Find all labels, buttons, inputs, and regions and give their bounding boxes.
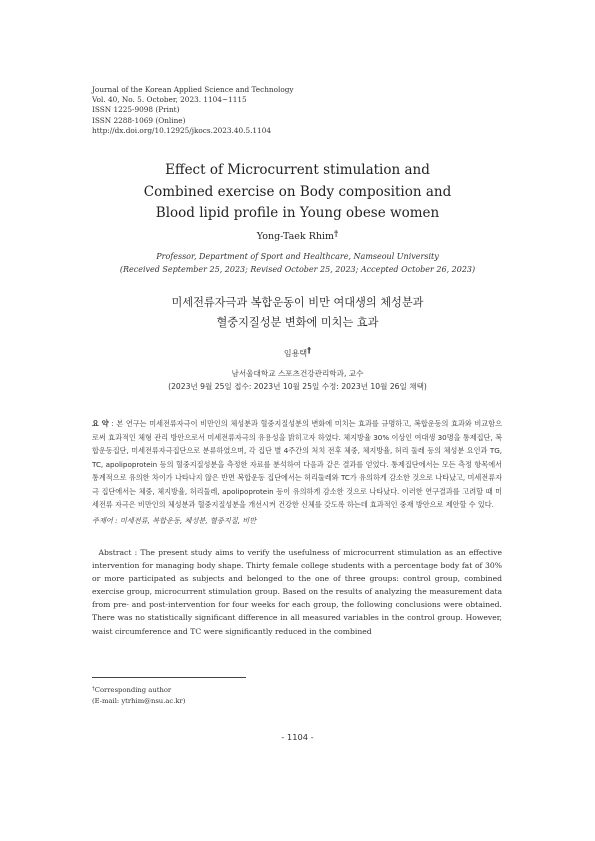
issn-online: ISSN 2288-1069 (Online) <box>92 115 186 125</box>
abstract-en-label: Abstract <box>98 548 132 557</box>
title-en-line-3: Blood lipid profile in Young obese women <box>155 205 440 221</box>
author-english <box>0 228 595 242</box>
affiliation-korean <box>0 367 595 393</box>
abstract-en-text: : The present study aims to verify the usefulness of microcurrent stimulation as an effective intervention for managing body shape. Thirty female college students with a percentage body fat of 30% or more participated as subjects and belonged to the one of three groups: control group, combined exercise group, microcurrent stimulation group. Based on the results of analyzing the measurement data from pre- and post-intervention for four weeks for each group, the following conclusions were obtained. There was no statistically significant difference in all measured variables in the control group. However, waist circumference and TC were significantly reduced in the combined <box>92 548 502 636</box>
author-en-name: Yong-Taek Rhim <box>256 231 335 242</box>
title-en-line-2: Combined exercise on Body composition and <box>143 183 452 200</box>
received-dates-ko: (2023년 9월 25일 접수: 2023년 10월 25일 수정: 2023년 10월 26일 채택) <box>168 382 427 391</box>
corresponding-mark: † <box>334 228 339 238</box>
corresponding-mark-ko: † <box>307 346 312 355</box>
title-en-line-1: Effect of Microcurrent stimulation and <box>165 162 430 178</box>
title-korean <box>0 293 595 332</box>
doi-link[interactable]: http://dx.doi.org/10.12925/jkocs.2023.40.5.1104 <box>92 125 271 135</box>
journal-volume: Vol. 40, No. 5. October, 2023. 1104~1115 <box>92 95 247 105</box>
received-dates-en: (Received September 25, 2023; Revised October 25, 2023; Accepted October 26, 2023) <box>119 264 476 274</box>
keywords-text: 미세전류, 복합운동, 체성분, 혈중지질, 비만 <box>119 516 257 525</box>
journal-header <box>92 85 512 136</box>
journal-name: Journal of the Korean Applied Science and Technology <box>92 85 294 94</box>
abstract-english <box>92 546 502 638</box>
author-ko-name: 임용택 <box>283 349 308 358</box>
footnote-divider <box>92 677 246 678</box>
footnote-mark: † <box>92 686 95 692</box>
abstract-ko-text: : 본 연구는 미세전류자극이 비만인의 체성분과 혈중지질성분의 변화에 미치는 효과를 규명하고, 복합운동의 효과와 비교함으로써 효과적인 체형 관리 방안으로서 미세전류자극의 유용성을 밝히고자 하였다. 체지방율 30% 이상인 여대생 30명을 통제집단, 복합운동집단, 미세전류자극집단으로 분류하였으며, 각 집단 별 4주간의 처치 전후 체중, 체지방율, 허리 둘레 등의 체성분 요인과 TG, TC, apolipoprotein 등의 혈중지질성분을 측정한 자료를 분석하여 다음과 같은 결과를 얻었다. 통제집단에서는 모든 측정 항목에서 통계적으로 유의한 차이가 나타나지 않은 반면 복합운동 집단에서는 허리둘레와 TC가 유의하게 감소한 것으로 나타났고, 미세전류자극 집단에서는 체중, 체지방율, 허리둘레, apolipoprotein 등이 유의하게 감소한 것으로 나타났다. 이러한 연구결과를 고려할 때 미세전류 자극은 비만인의 체성분과 혈중지질성분을 개선시켜 건강한 신체를 갖도록 하는데 효과적인 중재 방안으로 제안할 수 있다. <box>92 419 502 509</box>
page-number: - 1104 - <box>281 732 314 742</box>
affiliation-ko-line: 남서울대학교 스포츠건강관리학과, 교수 <box>231 369 364 378</box>
affiliation-en-line: Professor, Department of Sport and Healthcare, Namseoul University <box>156 252 439 261</box>
issn-print: ISSN 1225-9098 (Print) <box>92 105 180 115</box>
keywords-korean <box>92 516 502 526</box>
abstract-korean <box>92 417 502 512</box>
affiliation-english <box>0 251 595 276</box>
title-ko-line-1: 미세전류자극과 복합운동이 비만 여대생의 체성분과 <box>171 296 424 309</box>
title-ko-line-2: 혈중지질성분 변화에 미치는 효과 <box>216 315 379 329</box>
keywords-label: 주제어 : <box>92 516 118 525</box>
author-korean <box>0 346 595 359</box>
footnote-email: (E-mail: ytrhim@nsu.ac.kr) <box>92 697 186 705</box>
title-english <box>0 160 595 225</box>
footnote-line-1: Corresponding author <box>94 686 172 694</box>
footnote <box>92 684 392 707</box>
abstract-ko-label: 요 약 <box>92 419 109 428</box>
